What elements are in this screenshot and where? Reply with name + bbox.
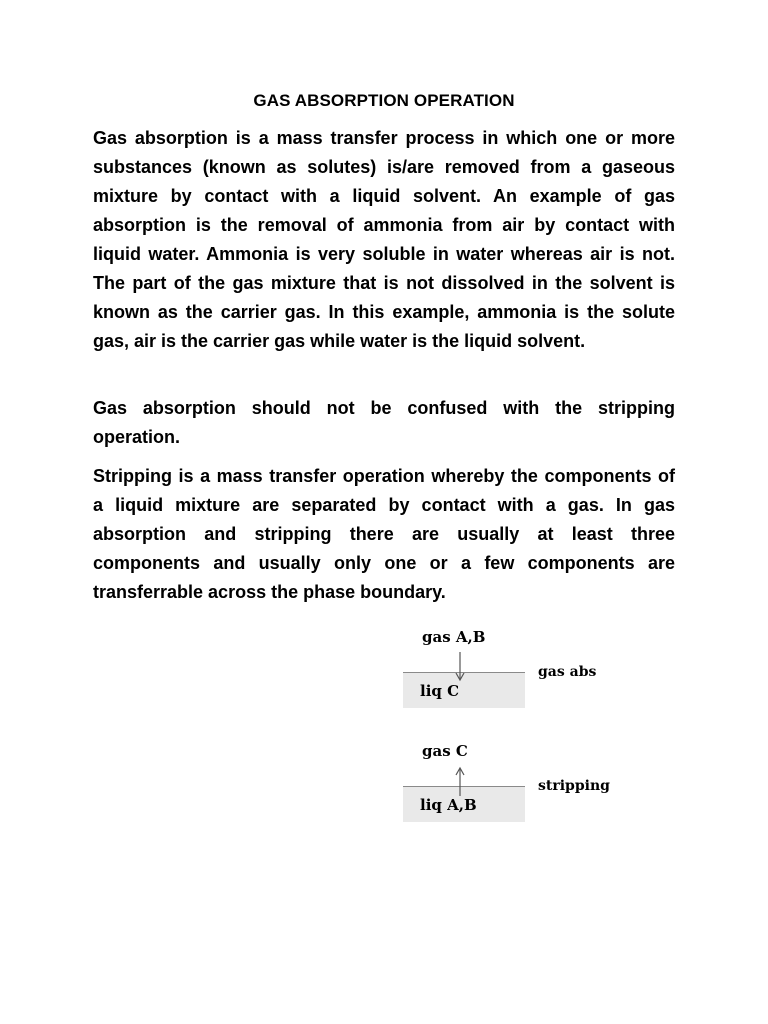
arrow-up-icon <box>454 766 466 796</box>
liquid-phase-label: liq C <box>420 682 460 700</box>
liquid-phase-label: liq A,B <box>420 796 477 814</box>
paragraph-gas-absorption-definition: Gas absorption is a mass transfer process in which one or more substances (known as solutes) is/are removed from a gaseous mixture by contact with a liquid solvent. An example of gas absorption is the removal of ammonia from air by contact with liquid water. Ammonia is very soluble in water whereas air is not. The part of the gas mixture that is not dissolved in the solvent is known as the carrier gas. In this example, ammonia is the solute gas, air is the carrier gas while water is the liquid solvent. <box>93 128 675 351</box>
stripping-diagram <box>400 738 630 838</box>
gas-phase-label: gas C <box>422 742 468 760</box>
page-title: GAS ABSORPTION OPERATION <box>253 91 515 110</box>
operation-label-stripping: stripping <box>538 778 610 794</box>
arrow-down-icon <box>454 652 466 682</box>
paragraph-stripping-note: Gas absorption should not be confused with the stripping operation. <box>93 398 675 447</box>
paragraph-stripping-definition: Stripping is a mass transfer operation whereby the components of a liquid mixture are separated by contact with a gas. In gas absorption and stripping there are usually at least three components and usually only one or a few components are transferrable across the phase boundary. <box>93 466 675 602</box>
operation-label-absorption: gas abs <box>538 664 597 680</box>
gas-absorption-diagram <box>400 624 630 724</box>
gas-phase-label: gas A,B <box>422 628 486 646</box>
